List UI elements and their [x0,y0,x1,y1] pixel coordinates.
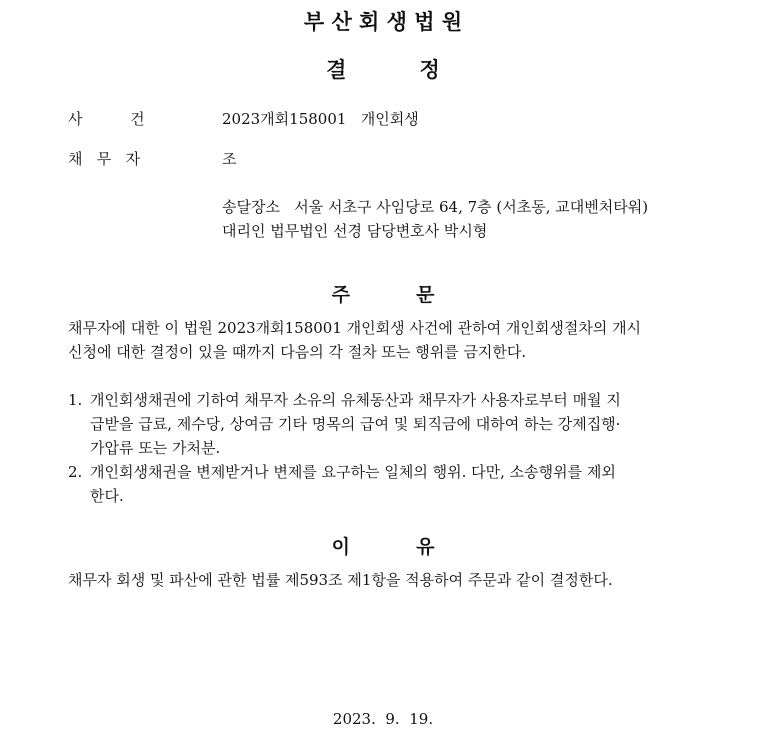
decision-date: 2023. 9. 19. [332,710,434,728]
case-value: 2023개회158001 개인회생 [222,110,419,128]
legal-agent: 대리인 법무법인 선경 담당변호사 박시형 [222,222,488,240]
order-item-2 [68,460,718,508]
order-heading: 주 문 [331,284,435,306]
debtor-name: 조 [222,150,237,168]
court-name: 부 산 회 생 법 원 [303,10,463,34]
order-item-text: 개인회생채권에 기하여 채무자 소유의 유체동산과 채무자가 사용자로부터 매월 지 급받을 급료, 제수당, 상여금 기타 명목의 급여 및 퇴직금에 대하여 하는 강제집행· 가압류 또는 가처분. [90,391,621,457]
reason-heading: 이 유 [331,536,435,558]
service-address: 송달장소 서울 서초구 사임당로 64, 7층 (서초동, 교대벤처타워) [222,198,649,216]
reason-paragraph: 채무자 회생 및 파산에 관한 법률 제593조 제1항을 적용하여 주문과 같이 결정한다. [68,571,613,589]
document-type-title: 결 정 [326,58,440,82]
order-items-list [68,388,718,508]
order-intro-paragraph: 채무자에 대한 이 법원 2023개회158001 개인회생 사건에 관하여 개인회생절차의 개시 신청에 대한 결정이 있을 때까지 다음의 각 절차 또는 행위를 금지한다. [68,319,642,361]
case-label: 사 건 [68,110,145,128]
order-item-1 [68,388,718,460]
order-item-number: 2. [68,463,83,481]
debtor-label: 채 무 자 [68,150,141,168]
order-item-number: 1. [68,391,83,409]
order-item-text: 개인회생채권을 변제받거나 변제를 요구하는 일체의 행위. 다만, 소송행위를 제외 한다. [90,463,616,505]
